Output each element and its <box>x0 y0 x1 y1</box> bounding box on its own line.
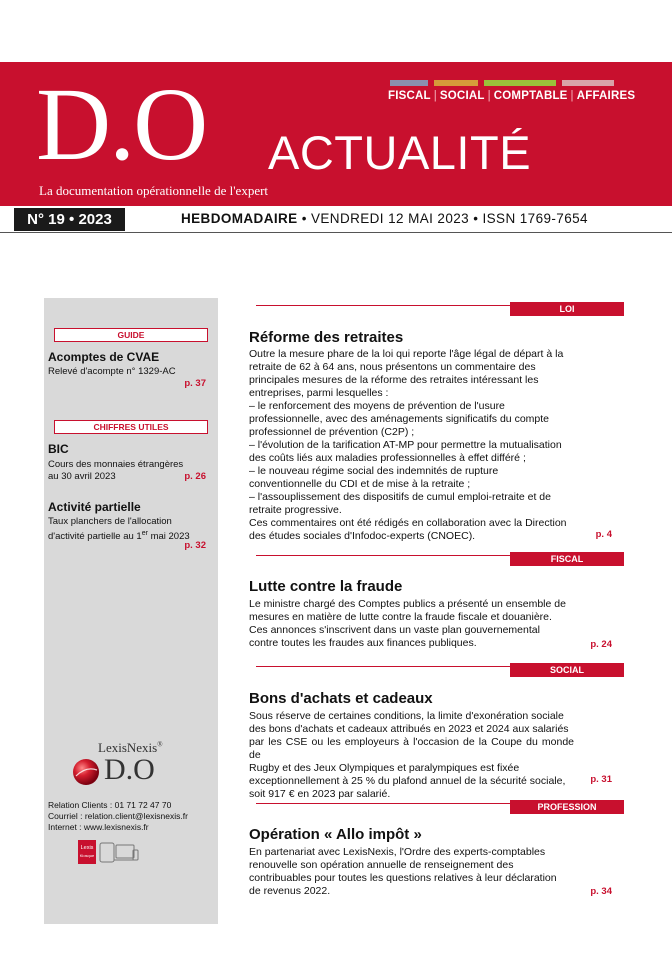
issue-frequency: HEBDOMADAIRE <box>181 211 298 226</box>
sidebar-bic-page[interactable]: p. 26 <box>184 471 206 482</box>
brand-name: LexisNexis® <box>98 740 163 755</box>
devices-icon <box>99 842 139 864</box>
sidebar-guide-title[interactable]: Acomptes de CVAE <box>48 350 160 364</box>
category-comptable: COMPTABLE <box>493 90 568 102</box>
article-body-reforme: Outre la mesure phare de la loi qui reporte l'âge légal de départ à la retraite de 62 à 64 ans, nous présentons un commentaire des principales mesures de la réforme des retraites intéressant les entreprises, parmi lesquelles : – le renforcement des moyens de prévention de l'usure professionnelle, avec des aménagements significatifs du compte professionnel de prévention (C2P) ; – l'évolution de la tarification AT-MP pour permettre la mutualisation des coûts liés aux maladies professionnelles à effet différé ; – le nouveau régime social des indemnités de rupture conventionnelle du CDI et de mise à la retraite ; – l'assouplissement des dispositifs de cumul emploi-retraite et de retraite progressive. Ces commentaires ont été rédigés en collaboration avec la Direction des études sociales d'Infodoc-experts (CNOEC). <box>249 348 567 542</box>
contact-email[interactable]: Courriel : relation.client@lexisnexis.fr <box>48 811 188 821</box>
issue-info: HEBDOMADAIRE • VENDREDI 12 MAI 2023 • ISSN 1769-7654 <box>181 211 588 226</box>
category-color-strip-social <box>434 80 478 86</box>
contact-phone: Relation Clients : 01 71 72 47 70 <box>48 800 172 810</box>
section-label-loi: LOI <box>510 302 624 316</box>
section-band-loi <box>256 302 624 316</box>
section-band-profession <box>256 800 624 814</box>
lexis-kiosque-badge[interactable] <box>73 840 138 864</box>
category-color-strip-affaires <box>562 80 614 86</box>
article-title-allo-impot[interactable]: Opération « Allo impôt » <box>249 826 422 843</box>
article-title-bons[interactable]: Bons d'achats et cadeaux <box>249 690 433 707</box>
sidebar-bic-text-1: Cours des monnaies étrangères <box>48 459 184 470</box>
article-body-allo-impot: En partenariat avec LexisNexis, l'Ordre des experts-comptables renouvelle son opération annuelle de renseignement des contribuables pour toutes les questions relatives à leur déclaration de revenus 2022. <box>249 846 557 897</box>
category-affaires: AFFAIRES <box>576 90 636 102</box>
sidebar-bic-text-2: au 30 avril 2023 <box>48 471 116 482</box>
sidebar-chiffres-header: CHIFFRES UTILES <box>54 420 208 434</box>
sidebar-bic-title[interactable]: BIC <box>48 442 69 456</box>
section-label-social: SOCIAL <box>510 663 624 677</box>
sidebar-guide-page[interactable]: p. 37 <box>184 378 206 389</box>
issue-issn: ISSN 1769-7654 <box>482 211 588 226</box>
article-page-fraude[interactable]: p. 24 <box>590 639 612 650</box>
category-social: SOCIAL <box>439 90 485 102</box>
article-page-allo-impot[interactable]: p. 34 <box>590 886 612 897</box>
section-band-social <box>256 663 624 677</box>
article-page-reforme[interactable]: p. 4 <box>595 529 612 540</box>
article-body-fraude: Le ministre chargé des Comptes publics a présenté un ensemble de mesures en matière de lutte contre la fraude fiscale et douanière. Ces annonces s'inscrivent dans un vaste plan gouvernemental contre toutes les fraudes aux finances publiques. <box>249 598 566 649</box>
category-labels: FISCAL | SOCIAL | COMPTABLE | AFFAIRES <box>388 90 636 102</box>
sidebar-activite-title[interactable]: Activité partielle <box>48 500 141 514</box>
kiosque-label: Lexis Kiosque <box>78 840 96 864</box>
article-title-reforme[interactable]: Réforme des retraites <box>249 329 404 346</box>
sidebar-activite-text-1: Taux planchers de l'allocation <box>48 516 172 527</box>
sidebar-activite-page[interactable]: p. 32 <box>184 540 206 551</box>
category-fiscal: FISCAL <box>388 90 431 102</box>
section-label-fiscal: FISCAL <box>510 552 624 566</box>
category-color-strip-fiscal <box>390 80 428 86</box>
issue-date: VENDREDI 12 MAI 2023 <box>311 211 470 226</box>
section-label-profession: PROFESSION <box>510 800 624 814</box>
category-color-strip-comptable <box>484 80 556 86</box>
brand-do: D.O <box>104 753 155 786</box>
tagline: La documentation opérationnelle de l'expert <box>39 183 269 198</box>
issue-number: N° 19 • 2023 <box>14 208 125 231</box>
logo-do: D.O <box>36 67 207 182</box>
article-title-fraude[interactable]: Lutte contre la fraude <box>249 578 403 595</box>
article-body-bons: Sous réserve de certaines conditions, la limite d'exonération sociale des bons d'achats et cadeaux attribués en 2023 et 2024 aux salariés par les CSE ou les employeurs à l'occasion de la Coupe du monde de Rugby et des Jeux Olympiques et paralympiques est fixée exceptionnellement à 25 % du plafond annuel de la sécurité sociale, soit 917 € en 2023 par salarié. <box>249 710 574 800</box>
article-page-bons[interactable]: p. 31 <box>590 774 612 785</box>
contact-website[interactable]: Internet : www.lexisnexis.fr <box>48 822 149 832</box>
sidebar-guide-text: Relevé d'acompte n° 1329-AC <box>48 366 176 377</box>
contact-block <box>48 800 188 833</box>
sidebar-activite-text-2: d'activité partielle au 1er mai 2023 <box>48 530 190 543</box>
logo-actualite: ACTUALITÉ <box>268 126 532 179</box>
sidebar-guide-header: GUIDE <box>54 328 208 342</box>
section-band-fiscal <box>256 552 624 566</box>
